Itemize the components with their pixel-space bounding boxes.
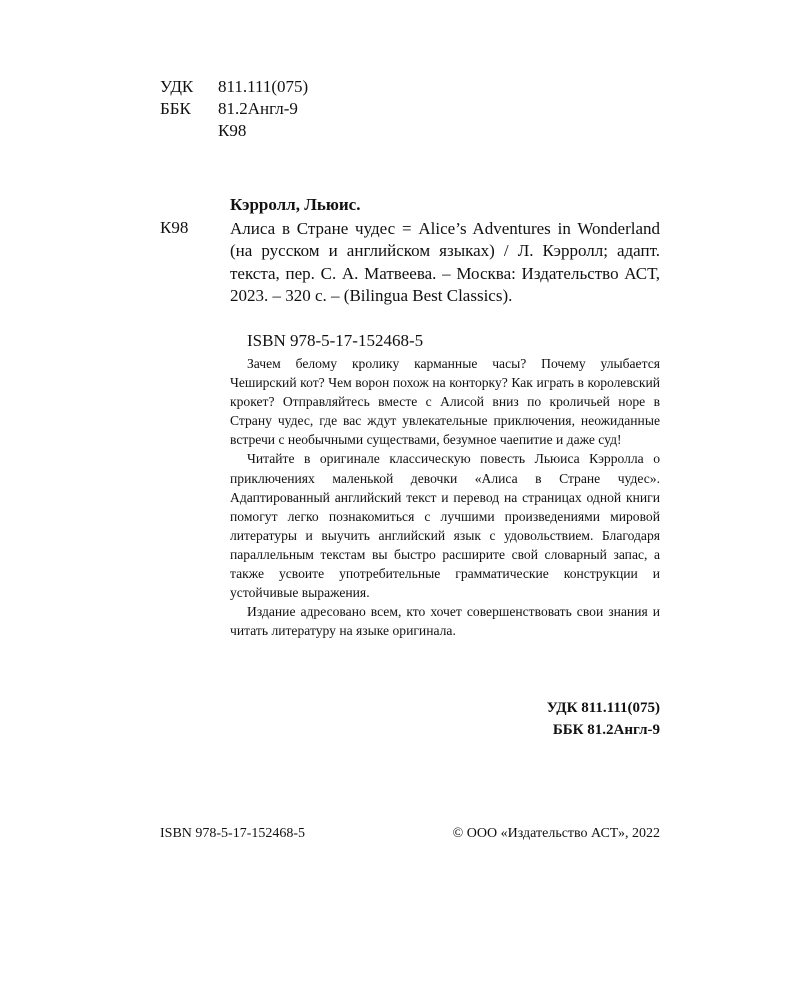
author-heading: Кэрролл, Льюис. xyxy=(230,195,361,214)
bbk-row xyxy=(160,98,308,120)
classification-block xyxy=(160,76,308,142)
udk-row xyxy=(160,76,308,98)
bbk-value: 81.2Англ-9 xyxy=(218,99,298,118)
udk-value: 811.111(075) xyxy=(218,77,309,96)
author-mark-row xyxy=(160,120,308,142)
bbk-code: ББК 81.2Англ-9 xyxy=(552,722,660,738)
footer-isbn: ISBN 978-5-17-152468-5 xyxy=(160,826,306,841)
isbn: ISBN 978-5-17-152468-5 xyxy=(247,331,424,350)
annotation xyxy=(230,354,660,640)
annotation-paragraph-2: Читайте в оригинале классическую повесть Льюиса Кэрролла о приключениях маленькой девочки «Алиса в Стране чудес». Адаптированный английский текст и перевод на страницах одной книги помогут легко познакомиться с лучшими произведениями мировой литературы и выучить английский язык с удовольствием. Благодаря параллельным текстам вы быстро расширите свой словарный запас, а также усвоите употребительные грамматические конструкции и устойчивые выражения. xyxy=(230,451,660,601)
author-mark: К98 xyxy=(218,121,247,140)
annotation-paragraph-3: Издание адресовано всем, кто хочет совершенствовать свои знания и читать литературу на языке оригинала. xyxy=(230,604,660,639)
bbk-label: ББК xyxy=(160,99,191,118)
entry-author-mark: К98 xyxy=(160,218,189,237)
annotation-paragraph-1: Зачем белому кролику карманные часы? Почему улыбается Чеширский кот? Чем ворон похож на конторку? Как играть в королевский крокет? Отправляйтесь вместе с Алисой вниз по кроличьей норе в Страну чудес, где вас ждут увлекательные приключения, неожиданные встречи с необычными существами, безумное чаепитие и даже суд! xyxy=(230,356,660,448)
udk-code: УДК 811.111(075) xyxy=(546,700,660,716)
copyright-notice: © ООО «Издательство АСТ», 2022 xyxy=(452,826,660,841)
bibliographic-description: Алиса в Стране чудес = Alice’s Adventures in Wonderland (на русском и английском языках) / Л. Кэрролл; адапт. текста, пер. С. А. Матвеева. – Москва: Издательство АСТ, 2023. – 320 с. – (Bilingua Best Classics). xyxy=(230,219,660,306)
udk-label: УДК xyxy=(160,77,194,96)
classification-codes-bottom xyxy=(430,697,660,741)
